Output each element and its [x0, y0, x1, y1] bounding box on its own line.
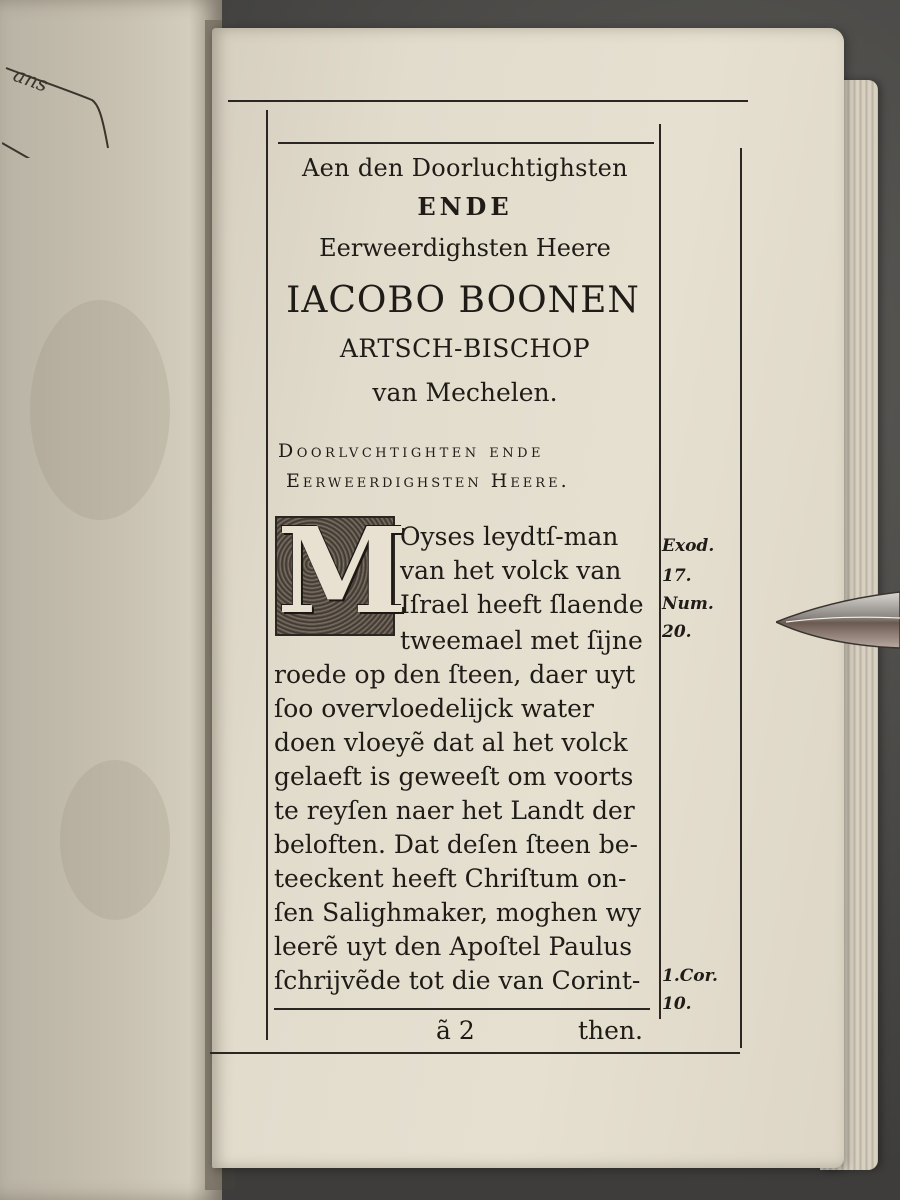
margin-note: 17. [662, 566, 692, 586]
dedication-line-3: Eerweerdighsten Heere [319, 234, 611, 262]
dedicatee-see: van Mechelen. [372, 378, 558, 407]
margin-note: Num. [662, 594, 714, 614]
outer-frame-rule [740, 148, 742, 1048]
signature-mark: ã 2 [436, 1016, 475, 1045]
flyleaf-inscription-text: ans [10, 62, 52, 97]
body-line: Iſrael heeft ſlaende [400, 590, 644, 619]
drop-cap-letter: M [277, 501, 408, 640]
body-line: te reyſen naer het Landt der [274, 796, 635, 825]
body-line: roede op den ſteen, daer uyt [274, 660, 636, 689]
margin-note: 20. [662, 622, 692, 642]
body-line: ſen Salighmaker, moghen wy [274, 898, 642, 927]
title-top-rule [278, 142, 654, 144]
paper-stain [60, 760, 170, 920]
margin-note: Exod. [662, 536, 715, 556]
body-line: Oyses leydtſ-man [400, 522, 619, 551]
body-line: teeckent heeft Chriſtum on- [274, 864, 627, 893]
left-facing-page [0, 0, 222, 1200]
body-line: ſoo overvloedelijck water [274, 694, 594, 723]
page-holder-blade [776, 588, 900, 652]
body-line: leerẽ uyt den Apoſtel Paulus [274, 932, 633, 961]
body-line: van het volck van [400, 556, 622, 585]
body-line: doen vloeyẽ dat al het volck [274, 728, 628, 757]
body-line: beloften. Dat deſen ſteen be- [274, 830, 638, 859]
body-line: tweemael met ſijne [400, 626, 643, 655]
left-frame-rule [266, 110, 268, 1040]
paper-stain [30, 300, 170, 520]
bottom-rule [210, 1052, 740, 1054]
dedication-line-1: Aen den Doorluchtighsten [302, 154, 628, 182]
salutation-line-1: Doorlvchtighten ende [278, 440, 544, 462]
body-line: ſchrijvẽde tot die van Corint- [274, 966, 641, 995]
decorated-initial [275, 501, 408, 640]
dedication-line-2: ENDE [417, 192, 513, 221]
flyleaf-handwriting [2, 48, 112, 158]
text-bottom-rule [274, 1008, 650, 1010]
body-line: gelaeft is geweeſt om voorts [274, 762, 634, 791]
margin-note: 1.Cor. [662, 966, 718, 986]
top-rule [228, 100, 748, 102]
dedicatee-name: IACOBO BOONEN [286, 280, 640, 321]
dedicatee-title: ARTSCH-BISCHOP [339, 334, 591, 363]
margin-note: 10. [662, 994, 692, 1014]
catchword: then. [578, 1016, 643, 1045]
salutation-line-2: Eerweerdighsten Heere. [286, 470, 570, 492]
